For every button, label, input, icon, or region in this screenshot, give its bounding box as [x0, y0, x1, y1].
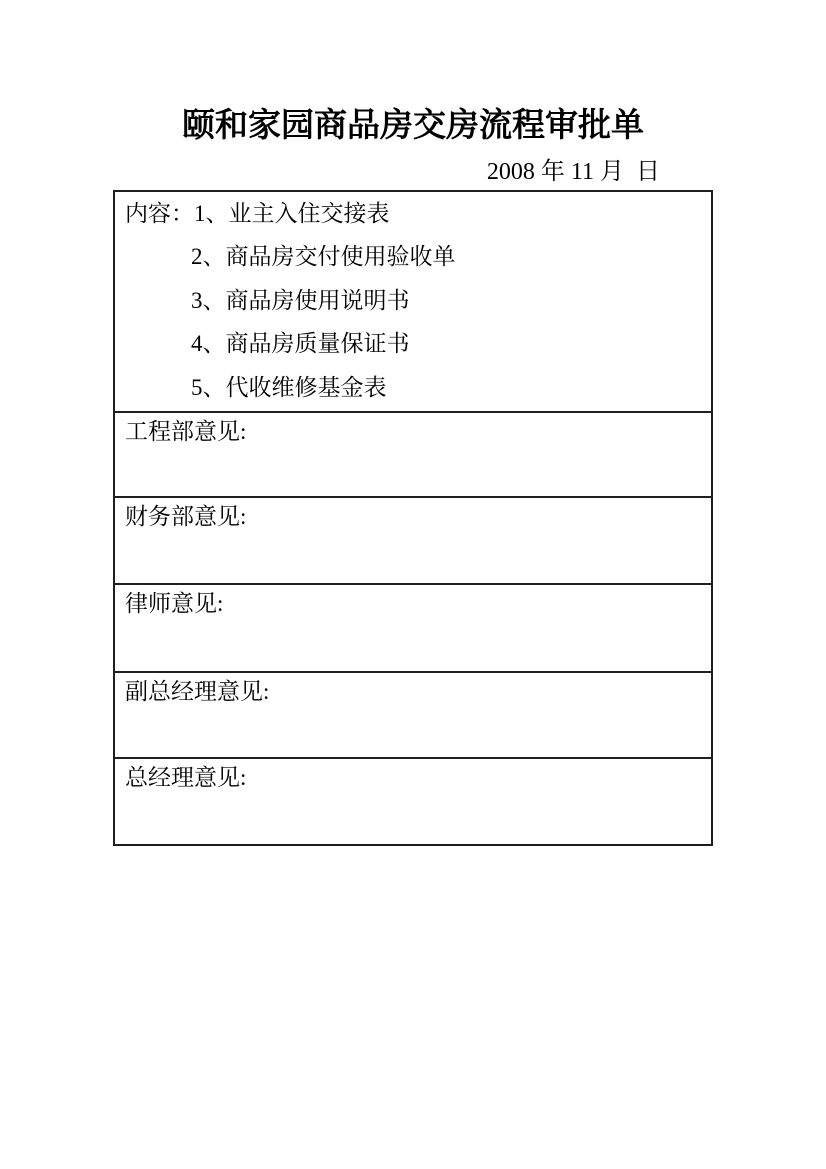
content-row: [115, 192, 711, 411]
opinion-label-lawyer: 律师意见:: [125, 591, 224, 616]
opinion-row-lawyer: [115, 583, 711, 671]
date-line: 2008 年 11 月 日: [486, 159, 660, 185]
approval-table: [113, 190, 713, 846]
opinion-row-engineering: [115, 411, 711, 496]
content-item-5: 5、代收维修基金表: [191, 374, 387, 400]
content-label: 内容：: [125, 201, 194, 226]
content-line: [125, 279, 701, 322]
content-line: [125, 366, 701, 409]
opinion-label-finance: 财务部意见:: [125, 504, 247, 529]
opinion-label-deputy-general-manager: 副总经理意见:: [125, 679, 270, 704]
content-item-2: 2、商品房交付使用验收单: [191, 244, 456, 270]
document-title: 颐和家园商品房交房流程审批单: [182, 108, 644, 144]
document-body: [113, 0, 713, 846]
content-line: [125, 235, 701, 278]
opinion-row-general-manager: [115, 757, 711, 844]
content-item-3: 3、商品房使用说明书: [191, 287, 410, 313]
content-item-1: 1、业主入住交接表: [194, 201, 390, 226]
opinion-label-engineering: 工程部意见:: [125, 419, 247, 444]
opinion-row-finance: [115, 496, 711, 583]
content-line: [125, 322, 701, 365]
opinion-row-deputy-general-manager: [115, 671, 711, 757]
content-line: [125, 192, 701, 235]
content-item-4: 4、商品房质量保证书: [191, 331, 410, 357]
opinion-label-general-manager: 总经理意见:: [125, 765, 247, 790]
